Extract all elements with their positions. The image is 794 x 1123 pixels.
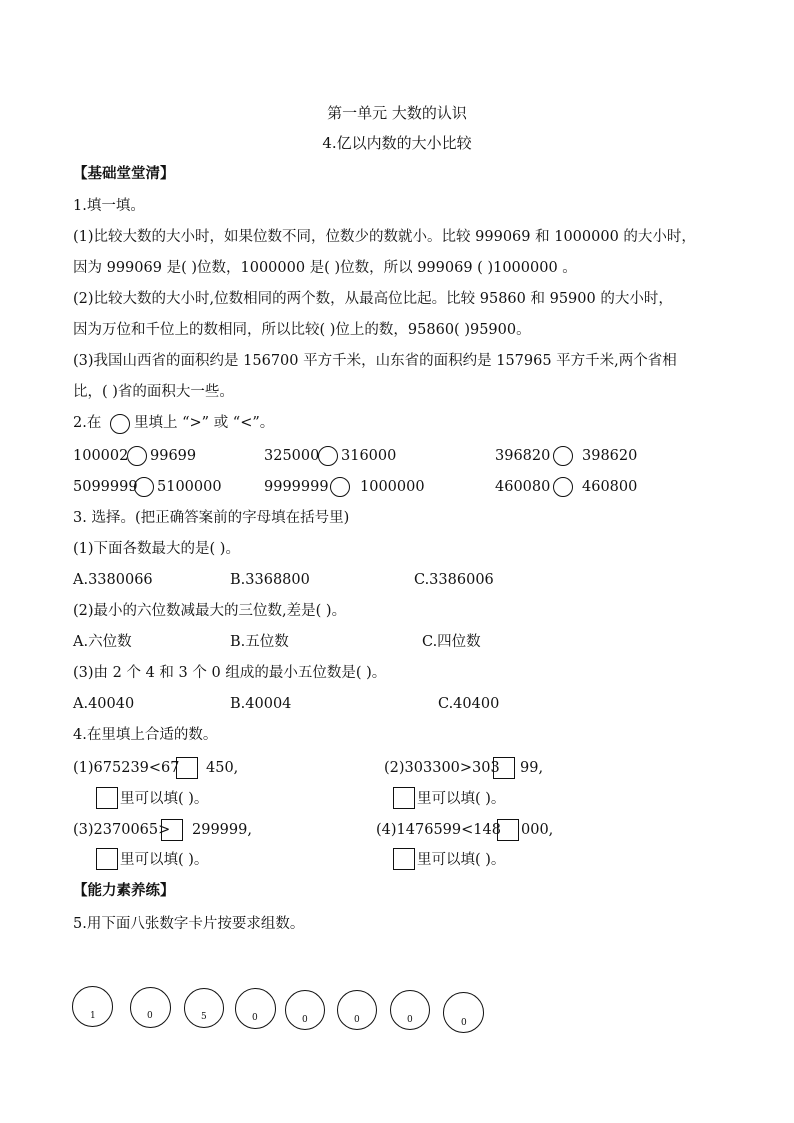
compare-circle-3[interactable]: [553, 446, 573, 466]
q4-item2-fill: 里可以填( )。: [417, 791, 506, 807]
compare-circle-6[interactable]: [553, 477, 573, 497]
number-card-5-digit: 0: [302, 1015, 308, 1025]
number-card-7: [390, 990, 430, 1030]
q1-p1-line1: (1)比较大数的大小时，如果位数不同，位数少的数就小。比较 999069 和 1000000 的大小时，: [73, 229, 696, 245]
q3-sub2-option-a: A.六位数: [73, 634, 132, 650]
compare-a-2: 325000: [264, 448, 320, 464]
q3-title: 3. 选择。(把正确答案前的字母填在括号里): [73, 510, 350, 526]
unit-title: 第一单元 大数的认识: [327, 104, 467, 122]
q4-item2-right: 99,: [520, 760, 544, 776]
q4-item4-box[interactable]: [497, 819, 519, 841]
number-card-8: [443, 992, 484, 1033]
q4-item1-fill: 里可以填( )。: [120, 791, 209, 807]
q3-sub2-option-c: C.四位数: [422, 634, 481, 650]
q1-p2-line1: (2)比较大数的大小时,位数相同的两个数，从最高位比起。比较 95860 和 95900 的大小时，: [73, 291, 673, 307]
compare-b-3: 398620: [582, 448, 638, 464]
number-card-3: [184, 988, 224, 1028]
q4-item1-left: (1)675239<67: [73, 760, 180, 776]
q3-sub2-option-b: B.五位数: [230, 634, 289, 650]
section-basic: 【基础堂堂清】: [73, 165, 175, 182]
q3-sub1-option-b: B.3368800: [230, 572, 310, 588]
q3-sub1-option-a: A.3380066: [73, 572, 153, 588]
q1-p3-line1: (3)我国山西省的面积约是 156700 平方千米，山东省的面积约是 157965 平方千米,两个省相: [73, 353, 677, 369]
number-card-6-digit: 0: [354, 1015, 360, 1025]
compare-a-3: 396820: [495, 448, 551, 464]
compare-b-4: 5100000: [157, 479, 222, 495]
compare-b-5: 1000000: [360, 479, 425, 495]
number-card-8-digit: 0: [461, 1018, 467, 1028]
number-card-4: [235, 988, 276, 1029]
q4-item3-fill: 里可以填( )。: [120, 852, 209, 868]
compare-b-1: 99699: [150, 448, 197, 464]
q3-sub1: (1)下面各数最大的是( )。: [73, 541, 240, 557]
q4-item4-right: 000,: [521, 822, 554, 838]
q4-item4-fill: 里可以填( )。: [417, 852, 506, 868]
q1-p3-line2: 比，( )省的面积大一些。: [73, 384, 234, 400]
comparison-circle: [110, 414, 130, 434]
q2-prefix: 2.在: [73, 415, 102, 431]
q3-sub2: (2)最小的六位数减最大的三位数,差是( )。: [73, 603, 347, 619]
q4-item2-fill-box: [393, 787, 415, 809]
q3-sub3-option-c: C.40400: [438, 696, 500, 712]
q4-item1-fill-box: [96, 787, 118, 809]
lesson-title: 4.亿以内数的大小比较: [322, 134, 472, 152]
q3-sub3: (3)由 2 个 4 和 3 个 0 组成的最小五位数是( )。: [73, 665, 387, 681]
number-card-1: [72, 986, 113, 1027]
q4-item3-fill-box: [96, 848, 118, 870]
section-ability: 【能力素养练】: [73, 882, 175, 899]
q4-item3-box[interactable]: [161, 819, 183, 841]
q4-item3-right: 299999,: [192, 822, 252, 838]
compare-circle-1[interactable]: [127, 446, 147, 466]
number-card-7-digit: 0: [407, 1015, 413, 1025]
q1-p2-line2: 因为万位和千位上的数相同，所以比较( )位上的数，95860( )95900。: [73, 322, 531, 338]
q4-title: 4.在里填上合适的数。: [73, 727, 218, 743]
q4-item2-left: (2)303300>303: [384, 760, 500, 776]
q1-title: 1.填一填。: [73, 198, 145, 214]
q3-sub1-option-c: C.3386006: [414, 572, 494, 588]
q3-sub3-option-b: B.40004: [230, 696, 292, 712]
q3-sub3-option-a: A.40040: [73, 696, 135, 712]
q4-item1-box[interactable]: [176, 757, 198, 779]
number-card-2-digit: 0: [147, 1011, 153, 1021]
compare-a-6: 460080: [495, 479, 551, 495]
number-card-3-digit: 5: [201, 1012, 207, 1022]
compare-circle-2[interactable]: [318, 446, 338, 466]
compare-circle-4[interactable]: [134, 477, 154, 497]
number-card-2: [130, 987, 171, 1028]
q2-suffix: 里填上 “>” 或 “<”。: [134, 415, 275, 431]
compare-b-6: 460800: [582, 479, 638, 495]
compare-a-5: 9999999: [264, 479, 329, 495]
q5-title: 5.用下面八张数字卡片按要求组数。: [73, 916, 305, 932]
compare-a-4: 5099999: [73, 479, 138, 495]
number-card-6: [337, 990, 377, 1030]
number-card-4-digit: 0: [252, 1013, 258, 1023]
number-card-1-digit: 1: [90, 1011, 96, 1021]
q4-item4-left: (4)1476599<148: [376, 822, 501, 838]
compare-b-2: 316000: [341, 448, 397, 464]
number-card-5: [285, 990, 325, 1030]
q4-item2-box[interactable]: [493, 757, 515, 779]
compare-a-1: 100002: [73, 448, 129, 464]
compare-circle-5[interactable]: [330, 477, 350, 497]
q4-item1-right: 450,: [206, 760, 239, 776]
q1-p1-line2: 因为 999069 是( )位数，1000000 是( )位数，所以 999069 ( )1000000 。: [73, 260, 577, 276]
q4-item3-left: (3)2370065>: [73, 822, 171, 838]
q4-item4-fill-box: [393, 848, 415, 870]
